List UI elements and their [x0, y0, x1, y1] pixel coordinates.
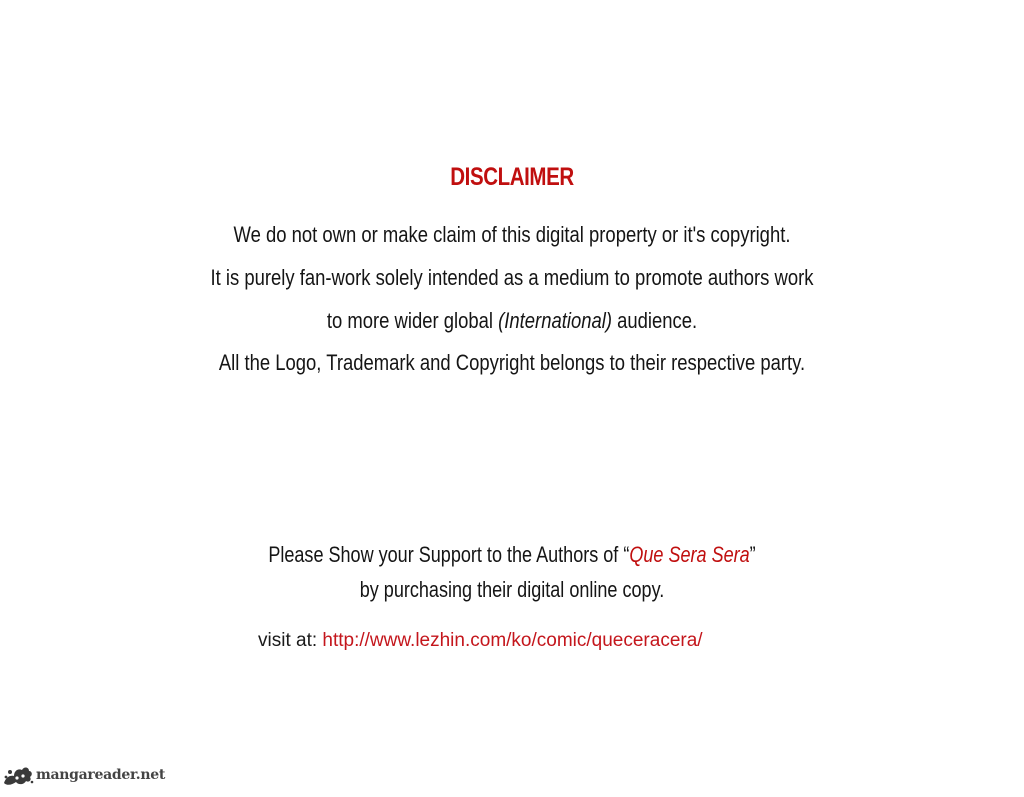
disclaimer-line-3: [92, 308, 932, 334]
watermark-text: mangareader.net: [36, 767, 165, 783]
visit-line: [258, 630, 703, 652]
disclaimer-line-1: We do not own or make claim of this digital property or it's copyright.: [233, 222, 791, 247]
support-line-2: by purchasing their digital online copy.: [359, 577, 665, 602]
disclaimer-line-3-end: audience.: [611, 308, 698, 333]
support-line-1: [92, 542, 932, 568]
disclaimer-line-3-italic: (International): [498, 308, 612, 333]
splat-logo-icon: [2, 763, 34, 787]
visit-label: visit at:: [258, 630, 323, 651]
disclaimer-title: DISCLAIMER: [450, 163, 574, 191]
disclaimer-line-4: All the Logo, Trademark and Copyright belongs to their respective party.: [218, 350, 806, 375]
visit-url-link[interactable]: http://www.lezhin.com/ko/comic/queceracera/: [322, 630, 703, 651]
disclaimer-line-3-start: to more wider global: [326, 308, 499, 333]
comic-title: Que Sera Sera: [629, 542, 750, 567]
disclaimer-line-2: It is purely fan-work solely intended as a medium to promote authors work: [210, 265, 814, 290]
mangareader-watermark: [2, 762, 165, 788]
support-line-1-start: Please Show your Support to the Authors of “: [268, 542, 630, 567]
support-line-1-end: ”: [749, 542, 756, 567]
